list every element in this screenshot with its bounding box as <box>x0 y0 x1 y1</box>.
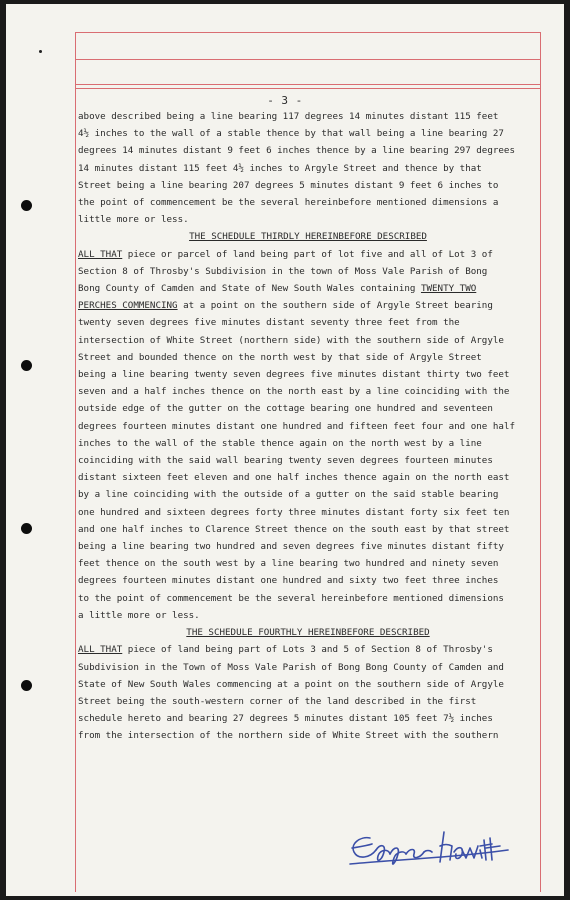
text-line: above described being a line bearing 117 degrees 14 minutes distant 115 feet <box>78 111 499 122</box>
schedule-thirdly-heading: THE SCHEDULE THIRDLY HEREINBEFORE DESCRIBED <box>189 231 427 243</box>
text-run: Bong County of Camden and State of New South Wales containing <box>78 283 421 295</box>
text-line: one hundred and sixteen degrees forty three minutes distant forty six feet ten <box>78 506 510 518</box>
text-line: Street being the south-western corner of the land described in the first <box>78 695 477 707</box>
text-line: being a line bearing two hundred and seven degrees five minutes distant fifty <box>78 541 504 553</box>
left-margin-rule <box>75 32 76 892</box>
punch-hole <box>21 680 32 691</box>
text-line: to the point of commencement be the several hereinbefore mentioned dimensions <box>78 592 504 604</box>
punch-hole <box>21 360 32 371</box>
text-line: inches to the wall of the stable thence again on the north west by a line <box>78 437 482 449</box>
text-line: outside edge of the gutter on the cottage bearing one hundred and seventeen <box>78 403 493 415</box>
text-line: degrees 14 minutes distant 9 feet 6 inches thence by a line bearing 297 degrees <box>78 145 515 157</box>
text-line: coinciding with the said wall bearing twenty seven degrees fourteen minutes <box>78 455 493 467</box>
text-line: degrees fourteen minutes distant one hundred and fifteen feet four and one half <box>78 420 515 432</box>
all-that-label: ALL THAT <box>78 644 123 656</box>
text-line: intersection of White Street (northern side) with the southern side of Argyle <box>78 334 504 346</box>
top-rule <box>75 32 541 33</box>
text-line: by a line coinciding with the outside of a gutter on the said stable bearing <box>78 489 499 501</box>
document-body <box>78 108 538 745</box>
text-line: degrees fourteen minutes distant one hundred and sixty two feet three inches <box>78 575 499 587</box>
punch-hole <box>21 523 32 534</box>
handwritten-signature <box>340 820 520 880</box>
text-line: Street being a line bearing 207 degrees 5 minutes distant 9 feet 6 inches to <box>78 179 499 191</box>
perches-commencing-label: PERCHES COMMENCING <box>78 300 178 312</box>
text-line: Section 8 of Throsby's Subdivision in the town of Moss Vale Parish of Bong <box>78 265 488 277</box>
text-line: twenty seven degrees five minutes distant seventy three feet from the <box>78 317 460 329</box>
all-that-label: ALL THAT <box>78 248 123 260</box>
text-line: State of New South Wales commencing at a point on the southern side of Argyle <box>78 678 504 690</box>
text-line: being a line bearing twenty seven degrees five minutes distant thirty two feet <box>78 369 510 381</box>
ink-speck <box>39 50 42 53</box>
text-line: seven and a half inches thence on the north east by a line coinciding with the <box>78 386 510 398</box>
punch-hole <box>21 200 32 211</box>
text-line: 4½ inches to the wall of a stable thence by that wall being a line bearing 27 <box>78 128 504 140</box>
text-line: distant sixteen feet eleven and one half inches thence again on the north east <box>78 472 510 484</box>
text-line: 14 minutes distant 115 feet 4½ inches to Argyle Street and thence by that <box>78 162 482 174</box>
text-run: piece or parcel of land being part of lot five and all of Lot 3 of <box>122 248 493 260</box>
page-number: - 3 - <box>267 94 303 107</box>
text-line: feet thence on the south west by a line bearing two hundred and ninety seven <box>78 558 499 570</box>
text-run: at a point on the southern side of Argyle Street bearing <box>177 300 493 312</box>
text-line: the point of commencement be the several hereinbefore mentioned dimensions a <box>78 197 499 209</box>
text-line: from the intersection of the northern side of White Street with the southern <box>78 730 499 742</box>
text-line: Subdivision in the Town of Moss Vale Parish of Bong Bong County of Camden and <box>78 661 504 673</box>
twenty-two-label: TWENTY TWO <box>420 283 477 295</box>
text-line: and one half inches to Clarence Street thence on the south east by that street <box>78 523 510 535</box>
text-line <box>78 246 538 263</box>
header-rule-3 <box>75 88 541 89</box>
right-margin-rule <box>540 32 541 892</box>
text-line <box>78 641 538 658</box>
text-run: piece of land being part of Lots 3 and 5 of Section 8 of Throsby's <box>122 644 493 656</box>
header-rule-1 <box>75 59 541 60</box>
schedule-fourthly-heading: THE SCHEDULE FOURTHLY HEREINBEFORE DESCRIBED <box>186 627 430 639</box>
header-rule-2 <box>75 84 541 85</box>
text-line <box>78 297 538 314</box>
text-line: a little more or less. <box>78 609 200 621</box>
text-line: little more or less. <box>78 214 189 226</box>
text-line: Street and bounded thence on the north west by that side of Argyle Street <box>78 351 482 363</box>
text-line: schedule hereto and bearing 27 degrees 5 minutes distant 105 feet 7½ inches <box>78 713 493 725</box>
text-line <box>78 280 538 297</box>
